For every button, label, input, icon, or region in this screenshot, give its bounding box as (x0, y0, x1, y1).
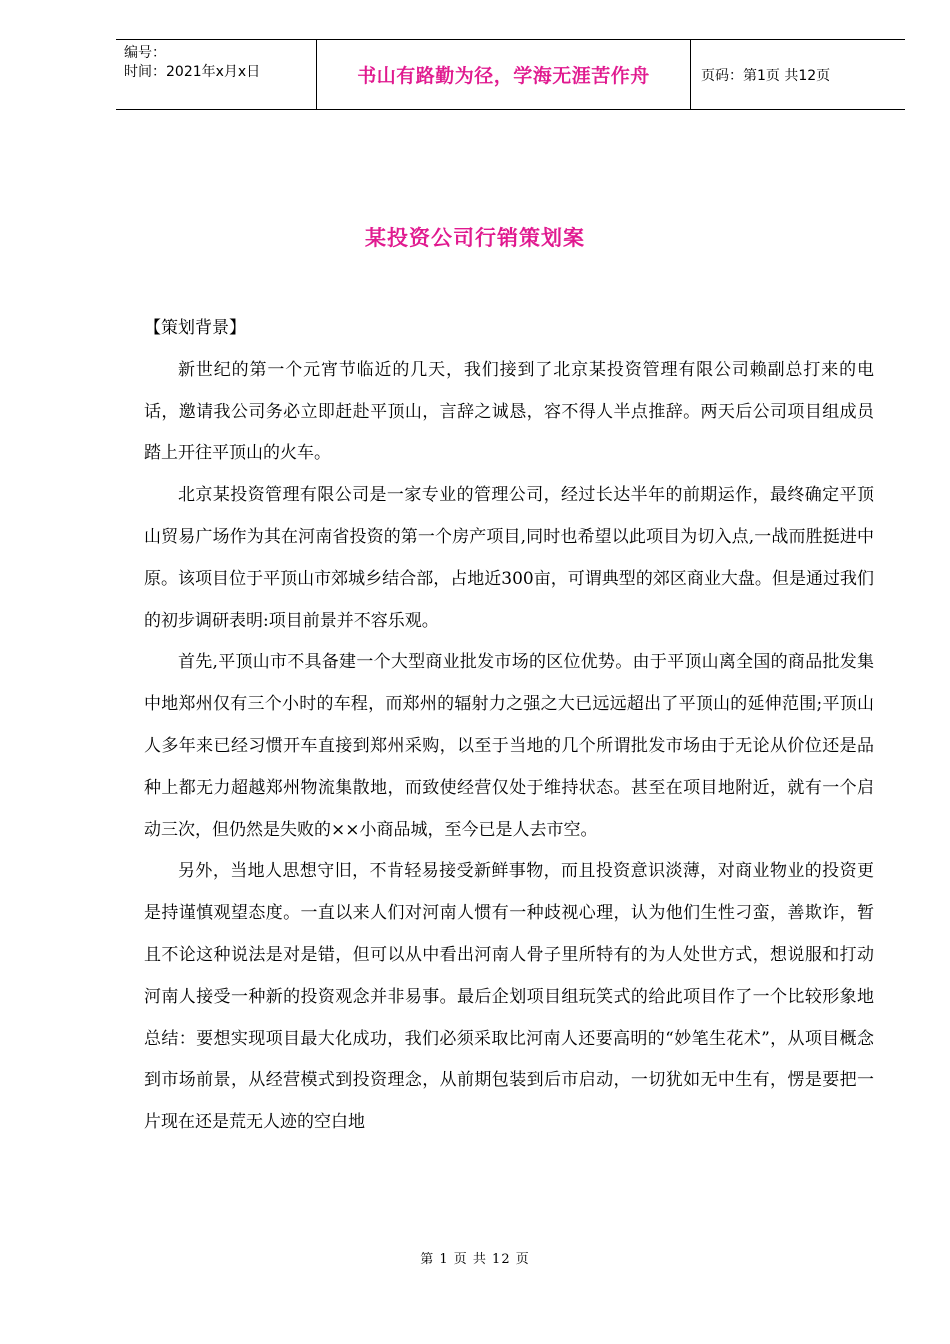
header-page-info: 页码：第1页 共12页 (701, 67, 831, 84)
header-meta-cell (116, 40, 317, 109)
document-body (144, 308, 874, 1144)
section-heading: 【策划背景】 (144, 318, 246, 338)
header-table (116, 39, 905, 110)
paragraph: 新世纪的第一个元宵节临近的几天，我们接到了北京某投资管理有限公司赖副总打来的电话，邀请我公司务必立即赶赴平顶山，言辞之诚恳，容不得人半点推辞。两天后公司项目组成员踏上开往平顶山的火车。 (144, 359, 874, 464)
document-number-label: 编号： (124, 45, 166, 61)
paragraph: 另外，当地人思想守旧，不肯轻易接受新鲜事物，而且投资意识淡薄，对商业物业的投资更是持谨慎观望态度。一直以来人们对河南人惯有一种歧视心理，认为他们生性刁蛮，善欺诈，暂且不论这种说法是对是错，但可以从中看出河南人骨子里所特有的为人处世方式，想说服和打动河南人接受一种新的投资观念并非易事。最后企划项目组玩笑式的给此项目作了一个比较形象地总结：要想实现项目最大化成功，我们必须采取比河南人还要高明的“妙笔生花术”，从项目概念到市场前景，从经营模式到投资理念，从前期包装到后市启动，一切犹如无中生有，愣是要把一片现在还是荒无人迹的空白地 (144, 861, 874, 1133)
header-motto: 书山有路勤为径，学海无涯苦作舟 (317, 40, 691, 109)
document-date-label: 时间：2021年x月x日 (124, 64, 261, 80)
paragraph: 北京某投资管理有限公司是一家专业的管理公司，经过长达半年的前期运作，最终确定平顶山贸易广场作为其在河南省投资的第一个房产项目,同时也希望以此项目为切入点,一战而胜挺进中原。该项目位于平顶山市郊城乡结合部，占地近300亩，可谓典型的郊区商业大盘。但是通过我们的初步调研表明:项目前景并不容乐观。 (144, 485, 874, 631)
page-footer: 第 1 页 共 12 页 (420, 1252, 530, 1267)
paragraph: 首先,平顶山市不具备建一个大型商业批发市场的区位优势。由于平顶山离全国的商品批发集中地郑州仅有三个小时的车程，而郑州的辐射力之强之大已远远超出了平顶山的延伸范围;平顶山人多年来已经习惯开车直接到郑州采购，以至于当地的几个所谓批发市场由于无论从价位还是品种上都无力超越郑州物流集散地，而致使经营仅处于维持状态。甚至在项目地附近，就有一个启动三次，但仍然是失败的××小商品城，至今已是人去市空。 (144, 652, 874, 840)
document-title: 某投资公司行销策划案 (365, 225, 585, 250)
